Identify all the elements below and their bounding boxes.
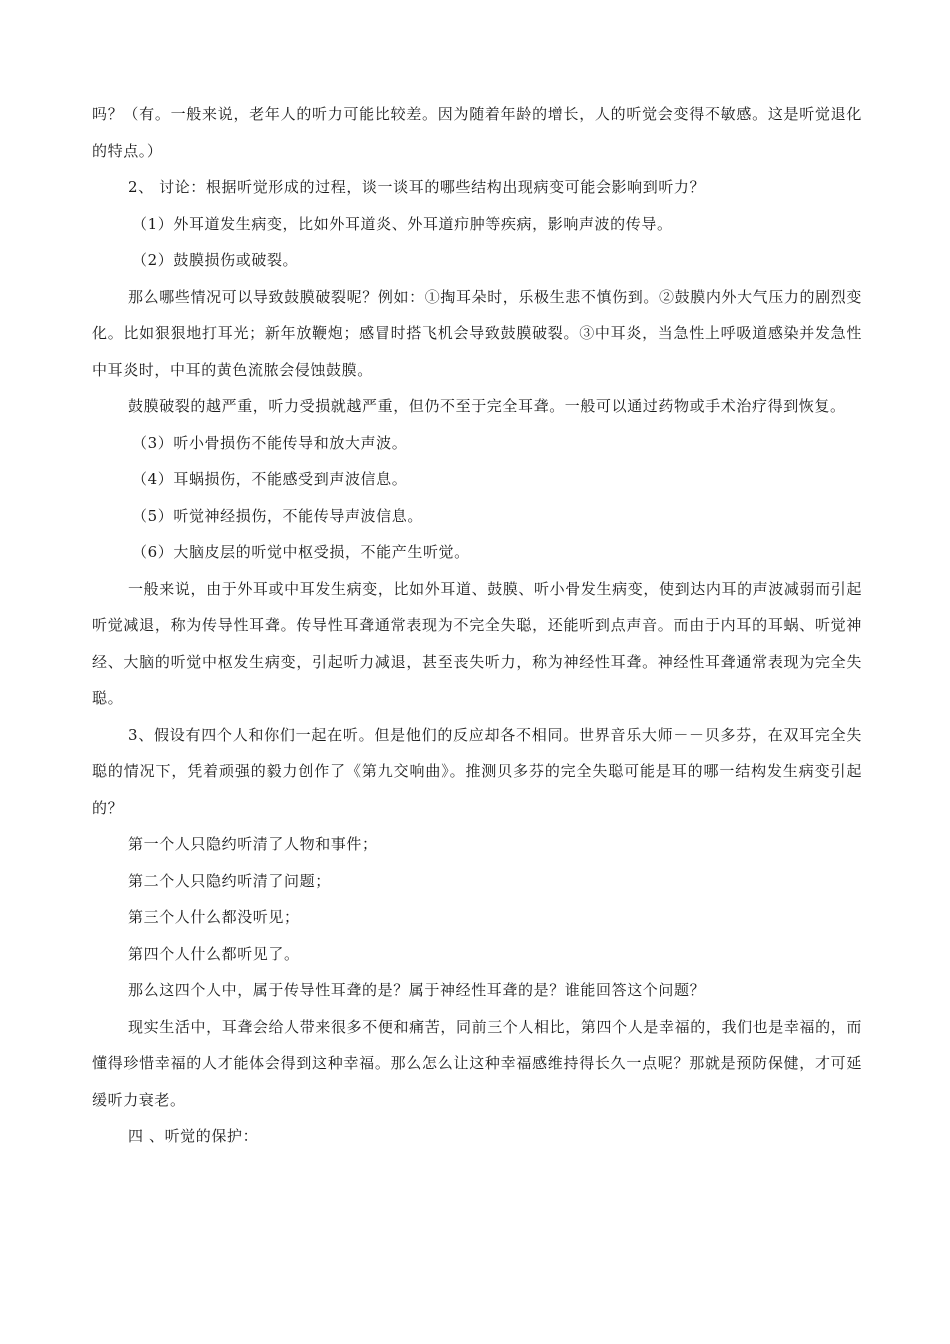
section-heading-protection: 四 、听觉的保护： [128, 1127, 259, 1145]
paragraph-scenario-3: 3、假设有四个人和你们一起在听。但是他们的反应却各不相同。世界音乐大师－－贝多芬，在双耳完全失聪的情况下，凭着顽强的毅力创作了《第九交响曲》。推测贝多芬的完全失聪可能是耳的哪一结构发生病变引起的？ [92, 725, 862, 817]
paragraph-eardrum-causes: 那么哪些情况可以导致鼓膜破裂呢？例如：①掏耳朵时，乐极生悲不慎伤到。②鼓膜内外大气压力的剧烈变化。比如狠狠地打耳光；新年放鞭炮；感冒时搭飞机会导致鼓膜破裂。③中耳炎，当急性上呼吸道感染并发急性中耳炎时，中耳的黄色流脓会侵蚀鼓膜。 [92, 287, 862, 379]
paragraph-deafness-types: 一般来说，由于外耳或中耳发生病变，比如外耳道、鼓膜、听小骨发生病变，使到达内耳的声波减弱而引起听觉减退，称为传导性耳聋。传导性耳聋通常表现为不完全失聪，还能听到点声音。而由于内耳的耳蜗、听觉神经、大脑的听觉中枢发生病变，引起听力减退，甚至丧失听力，称为神经性耳聋。神经性耳聋通常表现为完全失聪。 [92, 579, 862, 707]
list-item-4: （4）耳蜗损伤，不能感受到声波信息。 [132, 470, 408, 488]
list-item-person-1: 第一个人只隐约听清了人物和事件； [128, 835, 378, 853]
list-item-person-4: 第四个人什么都听见了。 [128, 944, 300, 963]
list-item-6: （6）大脑皮层的听觉中枢受损，不能产生听觉。 [132, 543, 470, 561]
list-item-2: （2）鼓膜损伤或破裂。 [132, 251, 299, 269]
list-item-person-3: 第三个人什么都没听见； [128, 908, 300, 926]
paragraph-continuation: 吗？（有。一般来说，老年人的听力可能比较差。因为随着年龄的增长，人的听觉会变得不敏感。这是听觉退化的特点。） [92, 105, 862, 160]
paragraph-real-life: 现实生活中，耳聋会给人带来很多不便和痛苦，同前三个人相比，第四个人是幸福的，我们也是幸福的，而懂得珍惜幸福的人才能体会得到这种幸福。那么怎么让这种幸福感维持得长久一点呢？那就是预防保健，才可延缓听力衰老。 [92, 1017, 862, 1109]
list-item-3: （3）听小骨损伤不能传导和放大声波。 [132, 433, 408, 452]
list-item-person-2: 第二个人只隐约听清了问题； [128, 871, 331, 890]
paragraph-question: 那么这四个人中，属于传导性耳聋的是？属于神经性耳聋的是？谁能回答这个问题？ [128, 981, 706, 999]
paragraph-discussion-2: 2、 讨论：根据听觉形成的过程，谈一谈耳的哪些结构出现病变可能会影响到听力？ [128, 178, 706, 196]
document-body [92, 96, 862, 1155]
list-item-5: （5）听觉神经损伤，不能传导声波信息。 [132, 506, 423, 525]
paragraph-eardrum-damage: 鼓膜破裂的越严重，听力受损就越严重，但仍不至于完全耳聋。一般可以通过药物或手术治疗得到恢复。 [128, 397, 846, 415]
list-item-1: （1）外耳道发生病变，比如外耳道炎、外耳道疖肿等疾病，影响声波的传导。 [132, 214, 673, 233]
